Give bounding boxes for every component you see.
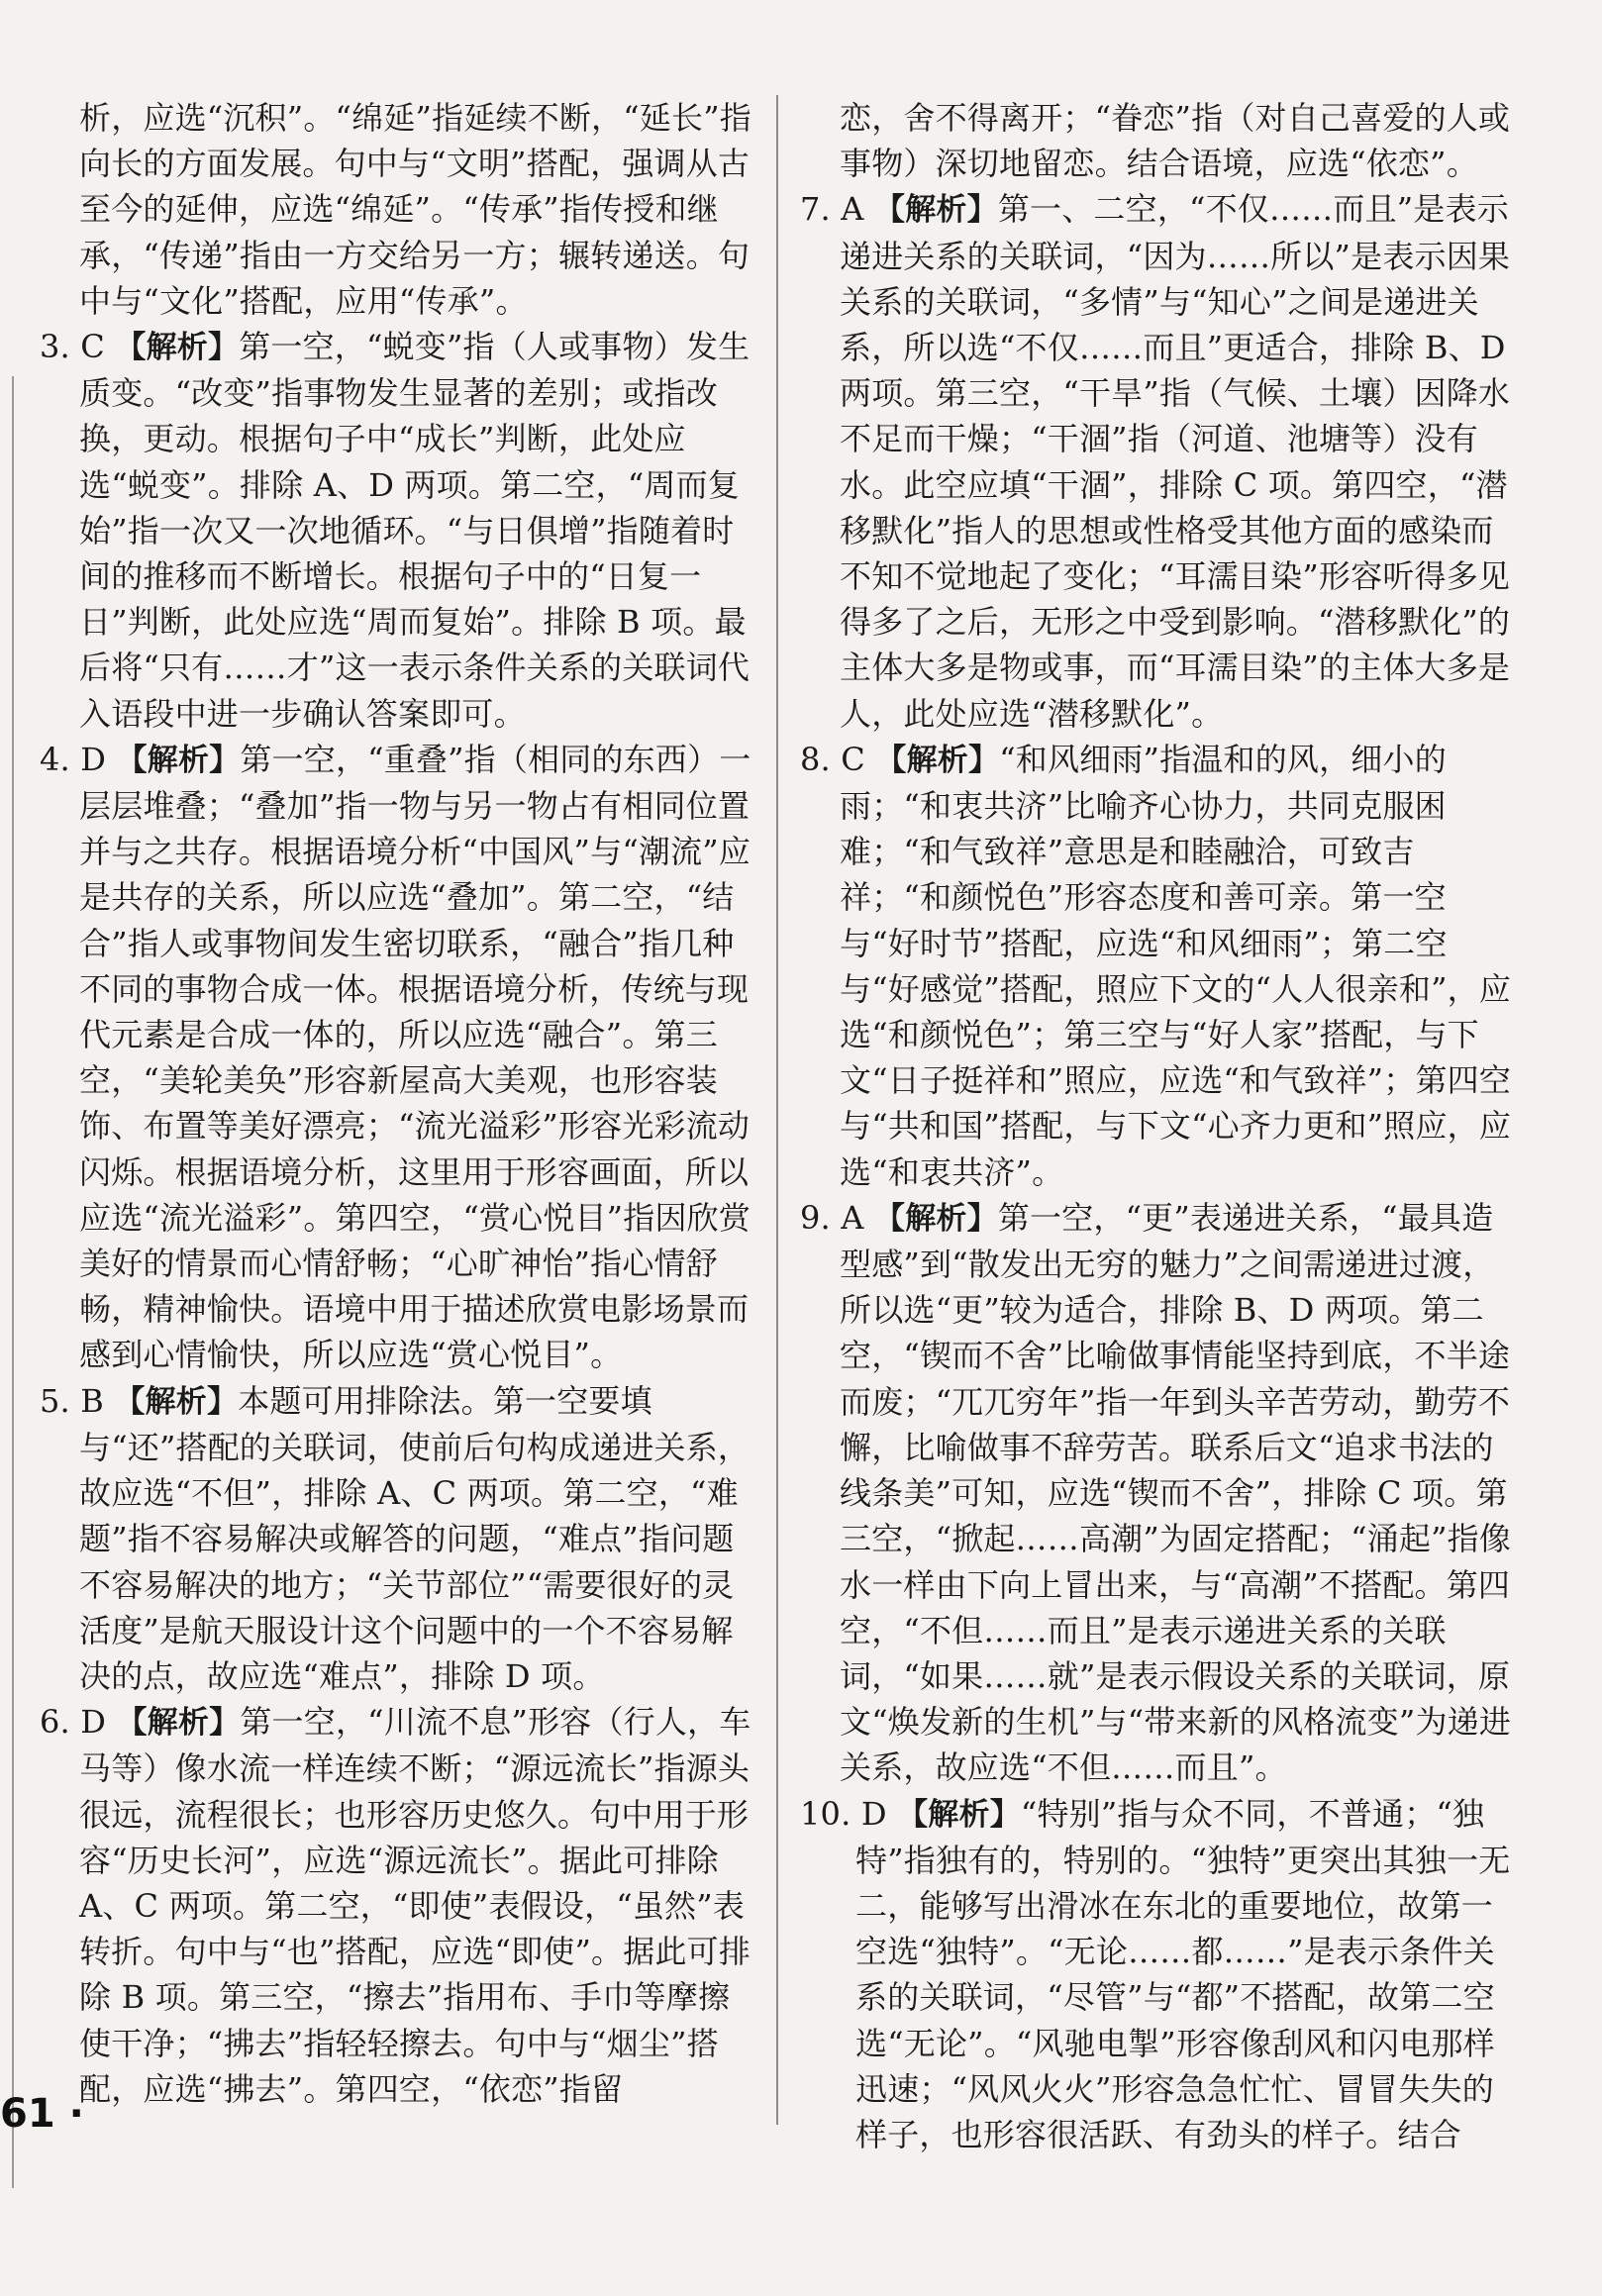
item-number: 9. A: [800, 1198, 864, 1237]
answer-item-6: [40, 1699, 752, 2112]
item-text: “和风细雨”指温和的风，细小的雨；“和衷共济”比喻齐心协力，共同克服困难；“和气致祥”意思是和睦融洽，可致吉祥；“和颜悦色”形容态度和善可亲。第一空与“好时节”搭配，应选“和风细雨”；第二空与“好感觉”搭配，照应下文的“人人很亲和”，应选“和颜悦色”；第三空与“好人家”搭配，与下文“日子挺祥和”照应，应选“和气致祥”；第四空与“共和国”搭配，与下文“心齐力更和”照应，应选“和衷共济”。: [840, 740, 1512, 1191]
analysis-tag: 【解析】: [114, 1383, 239, 1420]
left-column: [40, 95, 752, 2112]
item-number: 4. D: [40, 740, 107, 778]
right-column: [800, 95, 1523, 2157]
left-continuation: 析，应选“沉积”。“绵延”指延续不断，“延长”指向长的方面发展。句中与“文明”搭配，强调从古至今的延伸，应选“绵延”。“传承”指传授和继承，“传递”指由一方交给另一方；辗转递送。句中与“文化”搭配，应用“传承”。: [79, 99, 751, 320]
answer-item-7: [800, 186, 1523, 736]
item-text: 第一空，“川流不息”形容（行人，车马等）像水流一样连续不断；“源远流长”指源头很远，流程很长；也形容历史悠久。句中用于形容“历史长河”，应选“源远流长”。据此可排除 A、C 两项。第二空，“即使”表假设，“虽然”表转折。句中与“也”搭配，应选“即使”。据此可排除 B 项。第三空，“擦去”指用布、手巾等摩擦使干净；“拂去”指轻轻擦去。句中与“烟尘”搭配，应选“拂去”。第四空，“依恋”指留: [79, 1703, 751, 2108]
item-number: 8. C: [800, 740, 865, 778]
answer-item-8: [800, 737, 1523, 1195]
item-number: 6. D: [40, 1703, 107, 1742]
answer-item-4: [40, 737, 752, 1378]
analysis-tag: 【解析】: [874, 192, 998, 229]
answer-item-10: [800, 1791, 1523, 2158]
item-text: 第一空，“更”表递进关系，“最具造型感”到“散发出无穷的魅力”之间需递进过渡，所以选“更”较为适合，排除 B、D 两项。第二空，“锲而不舍”比喻做事情能坚持到底，不半途而废；“兀兀穷年”指一年到头辛苦劳动，勤劳不懈，比喻做事不辞劳苦。联系后文“追求书法的线条美”可知，应选“锲而不舍”，排除 C 项。第三空，“掀起……高潮”为固定搭配；“涌起”指像水一样由下向上冒出来，与“高潮”不搭配。第四空，“不但……而且”是表示递进关系的关联词，“如果……就”是表示假设关系的关联词，原文“焕发新的生机”与“带来新的风格流变”为递进关系，故应选“不但……而且”。: [840, 1198, 1512, 1787]
item-number: 7. A: [800, 190, 864, 229]
column-divider: [776, 95, 778, 2125]
item-text: “特别”指与众不同，不普通；“独特”指独有的，特别的。“独特”更突出其独一无二，能够写出滑冰在东北的重要地位，故第一空选“独特”。“无论……都……”是表示条件关系的关联词，“尽管”与“都”不搭配，故第二空选“无论”。“风驰电掣”形容像刮风和闪电那样迅速；“风风火火”形容急急忙忙、冒冒失失的样子，也形容很活跃、有劲头的样子。结合: [855, 1794, 1511, 2153]
item-number: 5. B: [40, 1381, 105, 1420]
analysis-tag: 【解析】: [116, 742, 241, 778]
analysis-tag: 【解析】: [875, 742, 1000, 778]
analysis-tag: 【解析】: [115, 330, 240, 366]
item-text: 第一、二空，“不仅……而且”是表示递进关系的关联词，“因为……所以”是表示因果关系的关联词，“多情”与“知心”之间是递进关系，所以选“不仅……而且”更适合，排除 B、D 两项。第三空，“干旱”指（气候、土壤）因降水不足而干燥；“干涸”指（河道、池塘等）没有水。此空应填“干涸”，排除 C 项。第四空，“潜移默化”指人的思想或性格受其他方面的感染而不知不觉地起了变化；“耳濡目染”形容听得多见得多了之后，无形之中受到影响。“潜移默化”的主体大多是物或事，而“耳濡目染”的主体大多是人，此处应选“潜移默化”。: [840, 190, 1511, 733]
right-continuation: 恋，舍不得离开；“眷恋”指（对自己喜爱的人或事物）深切地留恋。结合语境，应选“依恋”。: [840, 99, 1511, 183]
margin-rule: [12, 376, 14, 2188]
analysis-tag: 【解析】: [897, 1796, 1021, 1833]
page-number: 61 ·: [0, 2091, 84, 2137]
answer-item-3: [40, 324, 752, 737]
analysis-tag: 【解析】: [874, 1200, 998, 1237]
answer-item-9: [800, 1195, 1523, 1791]
item-text: 本题可用排除法。第一空要填与“还”搭配的关联词，使前后句构成递进关系，故应选“不但”，排除 A、C 两项。第二空，“难题”指不容易解决或解答的问题，“难点”指问题不容易解决的地方；“关节部位”“需要很好的灵活度”是航天服设计这个问题中的一个不容易解决的点，故应选“难点”，排除 D 项。: [79, 1381, 751, 1695]
answer-item-5: [40, 1378, 752, 1699]
item-text: 第一空，“蜕变”指（人或事物）发生质变。“改变”指事物发生显著的差别；或指改换，更动。根据句子中“成长”判断，此处应选“蜕变”。排除 A、D 两项。第二空，“周而复始”指一次又一次地循环。“与日俱增”指随着时间的推移而不断增长。根据句子中的“日复一日”判断，此处应选“周而复始”。排除 B 项。最后将“只有……才”这一表示条件关系的关联词代入语段中进一步确认答案即可。: [79, 328, 751, 733]
item-number: 3. C: [40, 328, 105, 366]
item-text: 第一空，“重叠”指（相同的东西）一层层堆叠；“叠加”指一物与另一物占有相同位置并与之共存。根据语境分析“中国风”与“潮流”应是共存的关系，所以应选“叠加”。第二空，“结合”指人或事物间发生密切联系，“融合”指几种不同的事物合成一体。根据语境分析，传统与现代元素是合成一体的，所以应选“融合”。第三空，“美轮美奂”形容新屋高大美观，也形容装饰、布置等美好漂亮；“流光溢彩”形容光彩流动闪烁。根据语境分析，这里用于形容画面，所以应选“流光溢彩”。第四空，“赏心悦目”指因欣赏美好的情景而心情舒畅；“心旷神怡”指心情舒畅，精神愉快。语境中用于描述欣赏电影场景而感到心情愉快，所以应选“赏心悦目”。: [79, 740, 751, 1374]
analysis-tag: 【解析】: [116, 1705, 241, 1742]
item-number: 10. D: [800, 1794, 887, 1833]
